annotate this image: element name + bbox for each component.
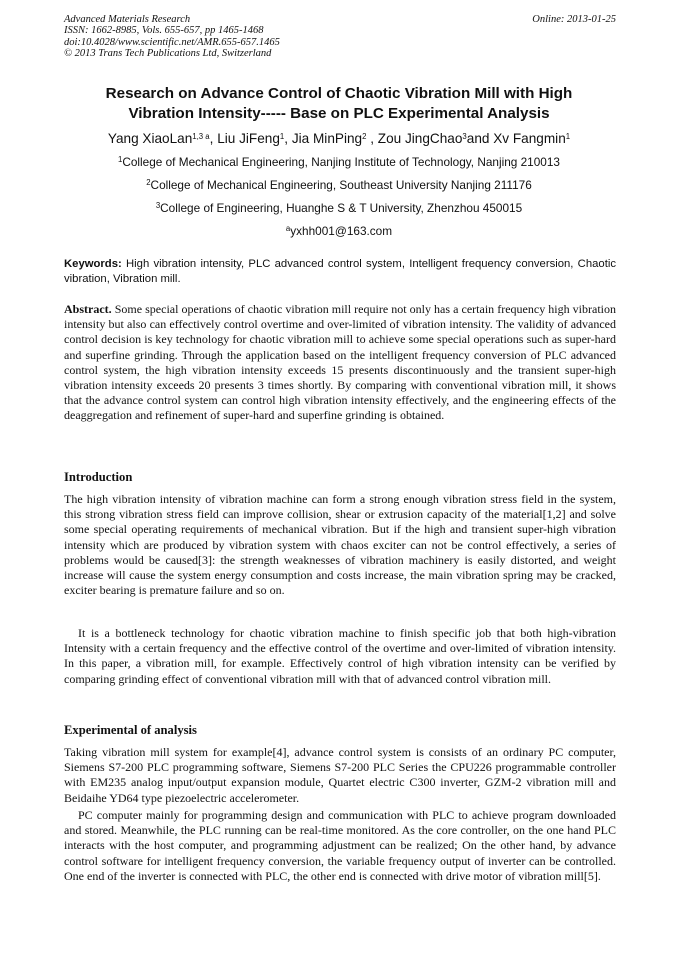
abstract-block [64,302,616,424]
journal-name: Advanced Materials Research [64,14,191,25]
author-affiliation-mark: 1 [279,132,285,142]
abstract-text: Some special operations of chaotic vibration mill require not only has a certain frequency high vibration intensity but also can effectively control overtime and over-limited of vibration intensity. The validity of advanced control decision is key technology for chaotic vibration mill to achieve some special operations such as super-hard and superfine grinding. Through the application based on the intelligent frequency conversion of PLC advanced control system, the high vibration intensity exceeds 15 presents discontinuously and the transient super-high vibration intensity exceeds 20 presents 3 times shortly. By comparing with conventional vibration mill, it shows that the advance control system can control high vibration intensity effectively, and the engineering effects of the deaggregation and refinement of super-hard and superfine grinding is obtained. [64,302,616,423]
affiliation-2 [30,178,648,193]
title-line-1: Research on Advance Control of Chaotic Vibration Mill with High [105,85,573,102]
introduction-paragraph-2: It is a bottleneck technology for chaotic vibration machine to finish specific job that both high-vibration Intensity with a certain frequency and the effective control of the overtime and over-limited of vibration intensity. In this paper, a vibration mill, for example. Effectively control of high vibration intensity can be verified by comparing grinding effect of conventional vibration mill with that of advanced control vibration mill. [64,626,616,686]
author-name: Liu JiFeng [217,131,280,146]
affiliation-text: College of Mechanical Engineering, Nanjing Institute of Technology, Nanjing 210013 [122,155,560,169]
keywords-block [64,257,616,287]
author-separator: , [366,131,378,146]
introduction-paragraph-1: The high vibration intensity of vibration machine can form a strong enough vibration stress field in the system, this strong vibration stress field can improve collision, shear or extrusion capacity of the material[1,2] and solve some special operating requirements of mechanical vibration. But if the high and transient super-high vibration intensity which are produced by vibration system with chaos exciter can not be control effectively, a series of problems would be caused[3]: the strength weaknesses of vibration machinery is easily distorted, and weight increase will cause the system energy consumption and costs increase, the main vibration spring may be cracked, exciter bearing is premature failure and so on. [64,492,616,598]
author-name: Jia MinPing [291,131,363,146]
author-affiliation-mark: 1 [565,132,571,142]
title-line-2: Vibration Intensity----- Base on PLC Experimental Analysis [128,105,550,122]
issn-line: ISSN: 1662-8985, Vols. 655-657, pp 1465-1468 [64,25,264,37]
email-mark: a [285,224,291,234]
author-name: Yang XiaoLan [107,131,193,146]
author-name: Xv Fangmin [493,131,566,146]
affiliation-text: College of Engineering, Huanghe S & T University, Zhenzhou 450015 [160,201,523,215]
author-affiliation-mark: 2 [362,132,367,142]
author-email [30,224,648,239]
abstract-label: Abstract. [64,302,112,316]
affiliation-mark: 3 [155,201,161,211]
author-separator: , [284,131,292,146]
paper-title [40,84,638,124]
keywords-text: High vibration intensity, PLC advanced control system, Intelligent frequency conversion, Chaotic vibration, Vibration mill. [64,258,616,286]
journal-header [64,14,616,59]
copyright-line: © 2013 Trans Tech Publications Ltd, Switzerland [64,47,272,59]
author-separator: , [209,131,218,146]
author-affiliation-mark: 3 [462,132,467,142]
affiliation-mark: 2 [146,178,151,188]
affiliation-3 [30,201,648,216]
keywords-label: Keywords: [64,258,122,270]
section-heading-experimental: Experimental of analysis [64,723,197,737]
email-address[interactable]: yxhh001@163.com [290,224,393,238]
author-separator: and [466,131,494,146]
author-list [20,130,658,148]
online-date: Online: 2013-01-25 [532,14,616,25]
experimental-paragraph-2: PC computer mainly for programming design and communication with PLC to achieve program downloaded and stored. Meanwhile, the PLC running can be real-time monitored. As the core controller, on the one hand PLC interacts with the host computer, and programming adjustment can be realized; On the other hand, by advance control software for intelligent frequency conversion, the variable frequency output of inverter can be controlled. One end of the inverter is connected with PLC, the other end is connected with drive motor of vibration mill[5]. [64,808,616,883]
affiliation-1 [30,155,648,170]
affiliation-text: College of Mechanical Engineering, Southeast University Nanjing 211176 [150,178,532,192]
author-name: Zou JingChao [377,131,463,146]
doi-line: doi:10.4028/www.scientific.net/AMR.655-657.1465 [64,36,280,48]
experimental-paragraph-1: Taking vibration mill system for example[4], advance control system is consists of an ordinary PC computer, Siemens S7-200 PLC programming software, Siemens S7-200 PLC Series the CPU226 programmable controller with EM235 analog input/output expansion module, Quartet electric C300 inverter, GZM-2 vibration mill and Beidaihe YD64 type piezoelectric accelerometer. [64,745,616,805]
author-affiliation-mark: 1,3 a [192,132,210,142]
affiliation-mark: 1 [118,155,123,165]
section-heading-introduction: Introduction [64,470,133,484]
